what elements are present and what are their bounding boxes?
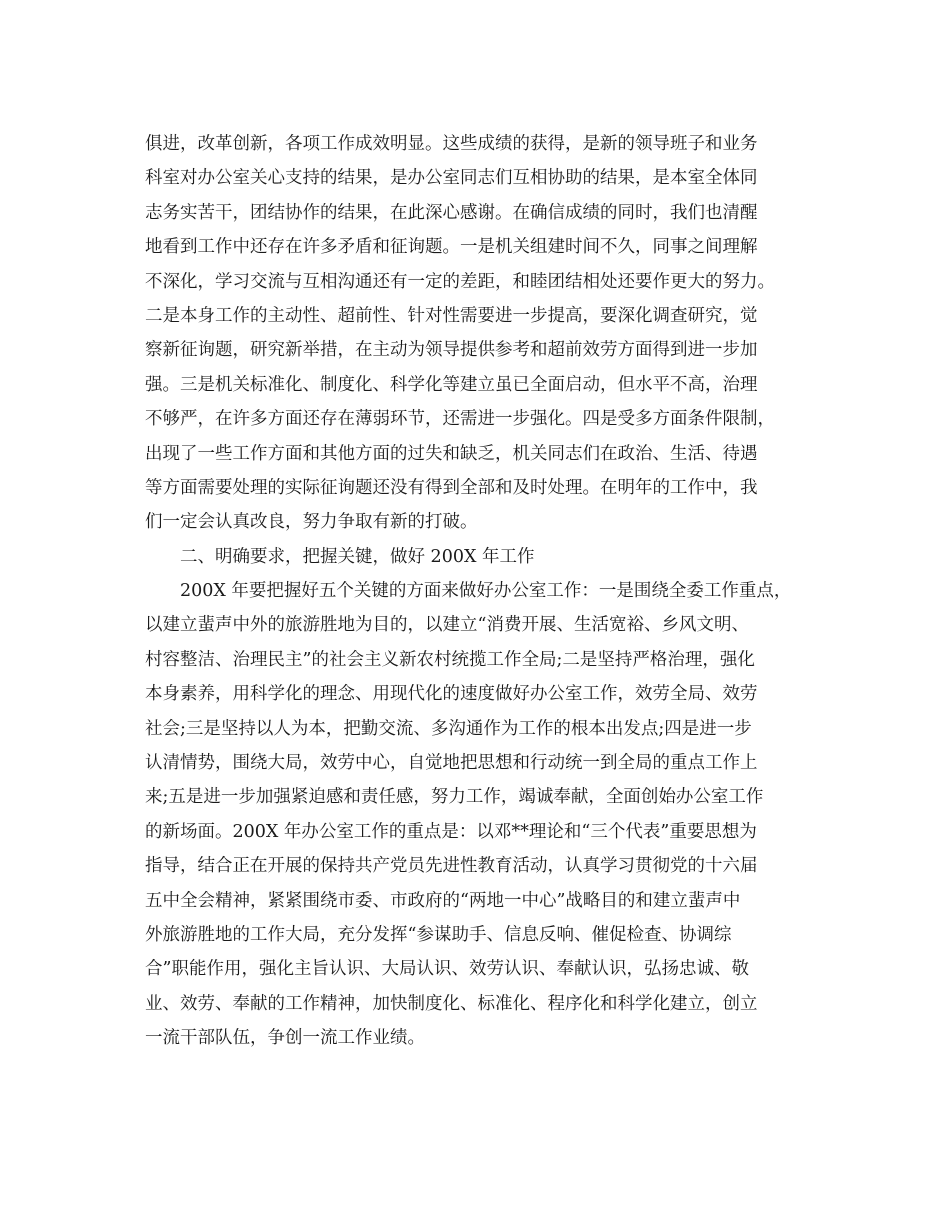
text-line: 察新征询题，研究新举措，在主动为领导提供参考和超前效劳方面得到进一步加 bbox=[145, 340, 758, 361]
text-line: 强。三是机关标准化、制度化、科学化等建立虽已全面启动，但水平不高，治理 bbox=[145, 374, 758, 395]
text-line: 出现了一些工作方面和其他方面的过失和缺乏，机关同志们在政治、生活、待遇 bbox=[145, 443, 758, 464]
text-line: 五中全会精神，紧紧围绕市委、市政府的“两地一中心”战略目的和建立蜚声中 bbox=[145, 890, 741, 911]
text-line: 村容整洁、治理民主”的社会主义新农村统揽工作全局;二是坚持严格治理，强化 bbox=[145, 649, 755, 670]
text-line: 地看到工作中还存在许多矛盾和征询题。一是机关组建时间不久，同事之间理解 bbox=[145, 237, 758, 258]
text-line: 来;五是进一步加强紧迫感和责任感，努力工作，竭诚奉献，全面创始办公室工作 bbox=[145, 787, 764, 808]
text-line: 等方面需要处理的实际征询题还没有得到全部和及时处理。在明年的工作中，我 bbox=[145, 477, 758, 498]
text-line: 志务实苦干，团结协作的结果，在此深心感谢。在确信成绩的同时，我们也清醒 bbox=[145, 202, 758, 223]
text-line: 一流干部队伍，争创一流工作业绩。 bbox=[145, 1028, 425, 1049]
text-line: 社会;三是坚持以人为本，把勤交流、多沟通作为工作的根本出发点;四是进一步 bbox=[145, 718, 752, 739]
text-line: 以建立蜚声中外的旅游胜地为目的，以建立“消费开展、生活宽裕、乡风文明、 bbox=[145, 615, 749, 636]
text-line: 的新场面。200X 年办公室工作的重点是：以邓**理论和“三个代表”重要思想为 bbox=[145, 821, 757, 842]
text-line: 认清情势，围绕大局，效劳中心，自觉地把思想和行动统一到全局的重点工作上 bbox=[145, 753, 758, 774]
text-line: 指导，结合正在开展的保持共产党员先进性教育活动，认真学习贯彻党的十六届 bbox=[145, 856, 758, 877]
text-line: 二是本身工作的主动性、超前性、针对性需要进一步提高，要深化调查研究，觉 bbox=[145, 305, 758, 326]
text-line: 业、效劳、奉献的工作精神，加快制度化、标准化、程序化和科学化建立，创立 bbox=[145, 993, 758, 1014]
text-line: 科室对办公室关心支持的结果，是办公室同志们互相协助的结果，是本室全体同 bbox=[145, 168, 758, 189]
text-line: 合”职能作用，强化主旨认识、大局认识、效劳认识、奉献认识，弘扬忠诚、敬 bbox=[145, 959, 749, 980]
document-body bbox=[145, 127, 805, 1056]
text-line: 外旅游胜地的工作大局，充分发挥“参谋助手、信息反响、催促检查、协调综 bbox=[145, 924, 732, 945]
text-line: 不深化，学习交流与互相沟通还有一定的差距，和睦团结相处还要作更大的努力。 bbox=[145, 271, 775, 292]
text-line: 本身素养，用科学化的理念、用现代化的速度做好办公室工作，效劳全局、效劳 bbox=[145, 684, 758, 705]
text-line: 200X 年要把握好五个关键的方面来做好办公室工作：一是围绕全委工作重点， bbox=[180, 581, 792, 602]
text-line: 不够严，在许多方面还存在薄弱环节，还需进一步强化。四是受多方面条件限制， bbox=[145, 409, 775, 430]
section-heading: 二、明确要求，把握关键，做好 200X 年工作 bbox=[180, 546, 535, 567]
text-line: 们一定会认真改良，努力争取有新的打破。 bbox=[145, 512, 478, 533]
text-line: 俱进，改革创新，各项工作成效明显。这些成绩的获得，是新的领导班子和业务 bbox=[145, 134, 758, 154]
